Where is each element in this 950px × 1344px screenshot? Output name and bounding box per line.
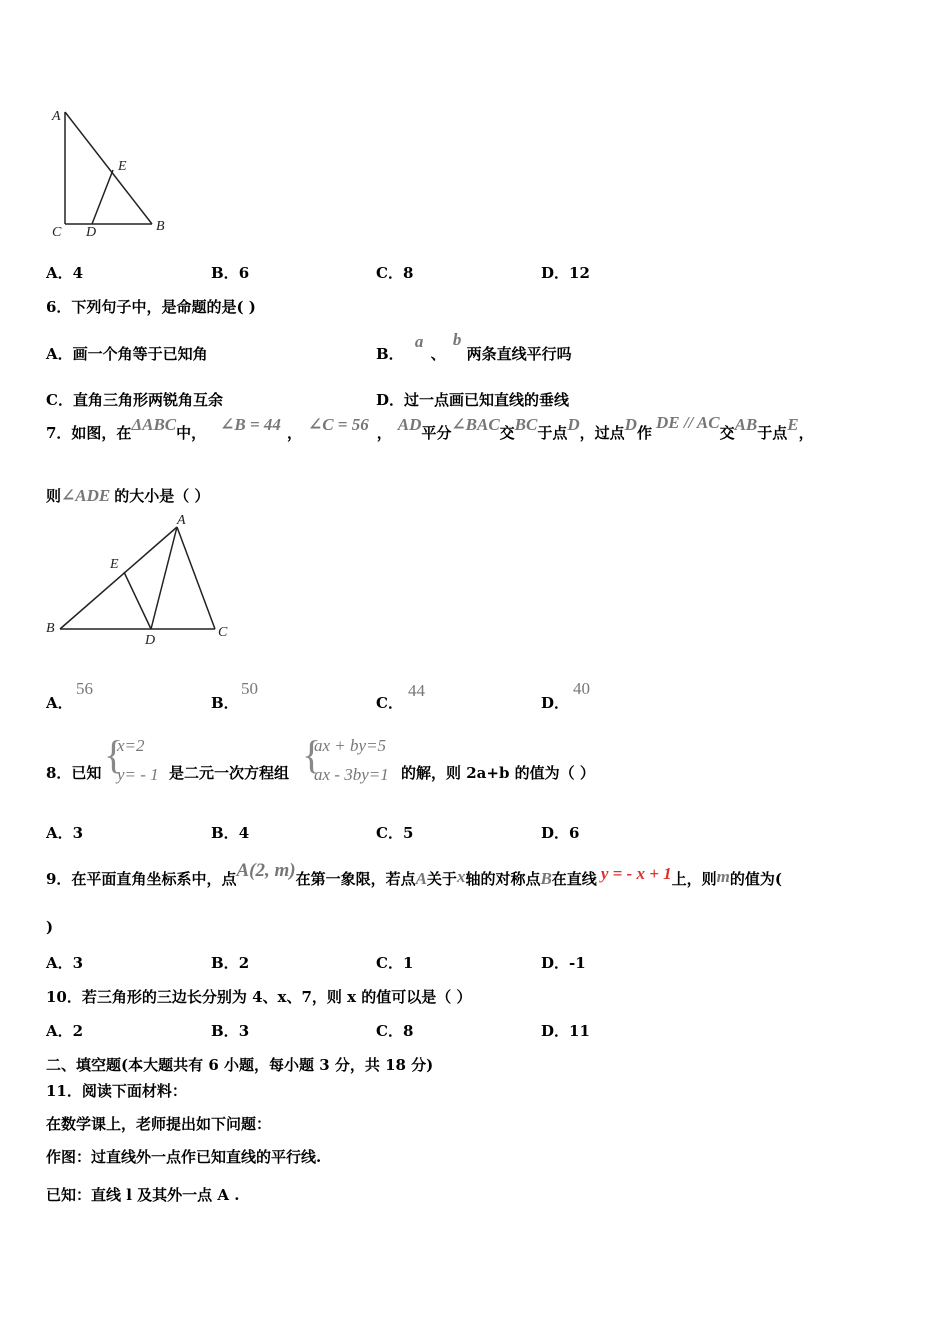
q7-option-d[interactable]: D． [541, 694, 570, 712]
label-B: B [46, 621, 55, 636]
q8-solution-x: x=2 [117, 736, 145, 755]
label-A: A [177, 513, 186, 528]
q9-option-a[interactable]: A．3 [46, 954, 84, 972]
q8-text-3: 的解，则 2a+b 的值为（ ） [401, 764, 595, 782]
q10-option-a[interactable]: A．2 [46, 1022, 84, 1040]
q7-option-a-value: 56 [76, 679, 93, 698]
segment-BA [60, 527, 177, 629]
q8-brace-2: { [302, 732, 322, 777]
figure-triangle-abc [40, 510, 240, 650]
q8-equation-2: ax - 3by=1 [314, 765, 389, 784]
q10-option-b[interactable]: B．3 [211, 1022, 250, 1040]
q11-line4: 已知：直线 l 及其外一点 A . [46, 1186, 240, 1204]
label-A: A [52, 109, 61, 124]
q6-option-c[interactable]: C．直角三角形两锐角互余 [46, 391, 223, 409]
q8-equation-1: ax + by=5 [314, 736, 387, 755]
q6-stem: 6．下列句子中，是命题的是( ) [46, 298, 256, 316]
q9-option-d[interactable]: D．-1 [541, 954, 586, 972]
section-heading-fill-in: 二、填空题(本大题共有 6 小题，每小题 3 分，共 18 分) [46, 1056, 434, 1074]
q10-option-c[interactable]: C．8 [376, 1022, 414, 1040]
segment-AC [177, 527, 215, 629]
label-E: E [110, 557, 119, 572]
q6-option-b[interactable]: B． a 、 b 两条直线平行吗 [376, 330, 572, 363]
q8-brace-1: { [104, 732, 124, 777]
q8-solution-y: y= - 1 [117, 765, 159, 784]
label-D: D [86, 225, 97, 240]
segment-AD [151, 527, 177, 629]
label-C: C [52, 225, 62, 240]
segment-DE [92, 170, 113, 224]
q8-option-a[interactable]: A．3 [46, 824, 84, 842]
q10-option-d[interactable]: D．11 [541, 1022, 590, 1040]
q6-option-d[interactable]: D．过一点画已知直线的垂线 [376, 391, 570, 409]
q8-text-1: 8．已知 [46, 764, 102, 782]
q11-line1: 11．阅读下面材料： [46, 1082, 187, 1100]
q9-option-b[interactable]: B．2 [211, 954, 250, 972]
segment-DE [124, 572, 151, 629]
q5-option-a[interactable]: A．4 [46, 264, 84, 282]
q9-stem-line1: 9．在平面直角坐标系中，点A(2, m)在第一象限，若点A关于x轴的对称点B在直线 y = - x + 1上，则m的值为( [46, 860, 783, 888]
figure-right-triangle [40, 100, 190, 245]
q5-option-d[interactable]: D．12 [541, 264, 590, 282]
q7-option-a[interactable]: A． [46, 694, 73, 712]
q6-option-a[interactable]: A．画一个角等于已知角 [46, 345, 208, 363]
q7-option-b[interactable]: B． [211, 694, 239, 712]
q7-option-d-value: 40 [573, 679, 590, 698]
label-C: C [218, 625, 228, 640]
q8-option-c[interactable]: C．5 [376, 824, 414, 842]
q5-option-b[interactable]: B．6 [211, 264, 250, 282]
q7-option-c-value: 44 [408, 681, 425, 700]
label-B: B [156, 219, 165, 234]
q7-option-b-value: 50 [241, 679, 258, 698]
q9-stem-line2: ) [46, 918, 54, 936]
label-D: D [145, 633, 156, 648]
q11-line2: 在数学课上，老师提出如下问题： [46, 1115, 272, 1133]
q7-stem-line2: 则∠ADE 的大小是（ ） [46, 486, 210, 505]
q5-option-c[interactable]: C．8 [376, 264, 414, 282]
q10-stem: 10．若三角形的三边长分别为 4、x、7，则 x 的值可以是（ ） [46, 988, 472, 1006]
q11-line3: 作图：过直线外一点作已知直线的平行线. [46, 1148, 322, 1166]
q7-stem-line1: 7．如图，在ΔABC中， ∠B = 44 ， ∠C = 56 ， AD平分∠BAC交BC于点D，过点D作DE // AC交AB于点E， [46, 413, 814, 442]
label-E: E [118, 159, 127, 174]
q8-option-d[interactable]: D．6 [541, 824, 580, 842]
q9-option-c[interactable]: C．1 [376, 954, 414, 972]
q7-option-c[interactable]: C． [376, 694, 403, 712]
q8-option-b[interactable]: B．4 [211, 824, 250, 842]
segment-AB [65, 112, 152, 224]
q8-text-2: 是二元一次方程组 [169, 764, 290, 782]
